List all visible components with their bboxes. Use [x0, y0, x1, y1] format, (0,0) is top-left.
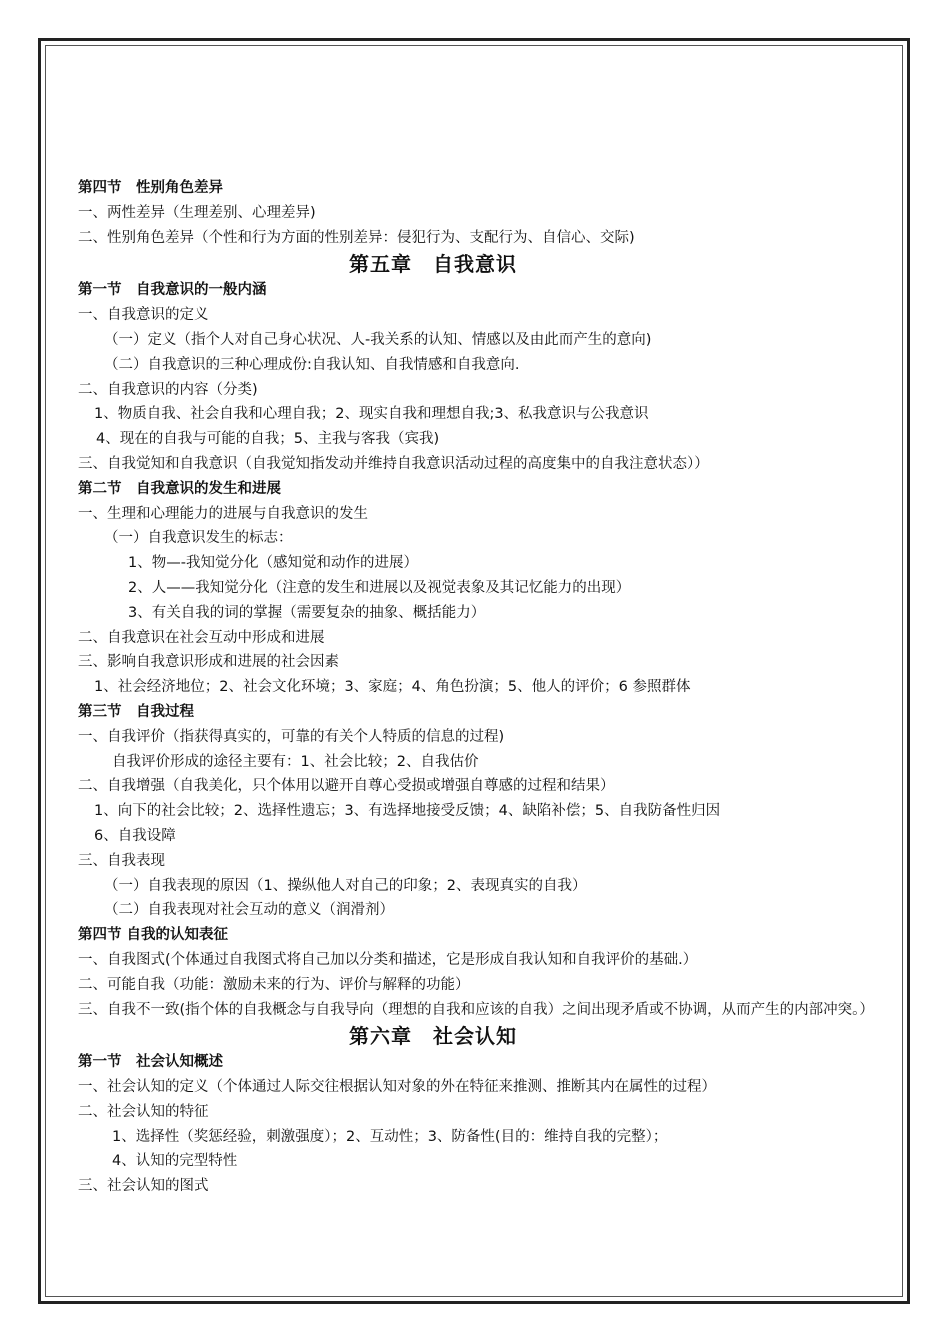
text-line: （二）自我意识的三种心理成份:自我认知、自我情感和自我意向.: [104, 356, 520, 373]
text-line: 二、性别角色差异（个性和行为方面的性别差异：侵犯行为、支配行为、自信心、交际): [78, 229, 635, 246]
text-line: 一、生理和心理能力的进展与自我意识的发生: [78, 505, 368, 522]
section-heading: 第四节 自我的认知表征: [78, 927, 229, 944]
text-line: 一、自我评价（指获得真实的，可靠的有关个人特质的信息的过程): [78, 728, 505, 745]
section-heading: 第三节 自我过程: [78, 703, 194, 720]
text-line: （一）自我表现的原因（1、操纵他人对自己的印象；2、表现真实的自我）: [104, 877, 587, 894]
text-line: 二、社会认知的特征: [78, 1103, 209, 1120]
text-line: 一、自我意识的定义: [78, 307, 209, 324]
text-line: 自我评价形成的途径主要有：1、社会比较；2、自我估价: [112, 753, 479, 770]
text-line: 三、影响自我意识形成和进展的社会因素: [78, 654, 339, 671]
text-line: 1、选择性（奖惩经验，刺激强度）；2、互动性；3、防备性(目的：维持自我的完整）；: [112, 1128, 668, 1145]
text-paragraph: 三、自我不一致(指个体的自我概念与自我导向（理想的自我和应该的自我）之间出现矛盾或不协调，从而产生的内部冲突。）: [78, 1001, 874, 1018]
text-line: 3、有关自我的词的掌握（需要复杂的抽象、概括能力）: [128, 604, 486, 621]
text-line: （二）自我表现对社会互动的意义（润滑剂）: [104, 902, 394, 919]
text-line: 一、社会认知的定义（个体通过人际交往根据认知对象的外在特征来推测、推断其内在属性的过程）: [78, 1079, 716, 1096]
text-line: 二、自我增强（自我美化，只个体用以避开自尊心受损或增强自尊感的过程和结果）: [78, 778, 615, 795]
text-line: 4、现在的自我与可能的自我；5、主我与客我（宾我): [96, 431, 440, 448]
chapter-title: 第六章 社会认知: [349, 1024, 517, 1049]
text-line: （一）定义（指个人对自己身心状况、人-我关系的认知、情感以及由此而产生的意向): [104, 331, 652, 348]
text-line: 1、物—-我知觉分化（感知觉和动作的进展）: [128, 555, 418, 572]
text-line: 二、自我意识在社会互动中形成和进展: [78, 629, 325, 646]
text-line: （一）自我意识发生的标志：: [104, 530, 293, 547]
text-line: 二、可能自我（功能：激励未来的行为、评价与解释的功能）: [78, 976, 470, 993]
section-heading: 第一节 社会认知概述: [78, 1054, 223, 1071]
text-line: 一、自我图式(个体通过自我图式将自己加以分类和描述，它是形成自我认知和自我评价的基础.）: [78, 951, 698, 968]
text-line: 4、认知的完型特性: [112, 1153, 238, 1170]
text-line: 2、人——我知觉分化（注意的发生和进展以及视觉表象及其记忆能力的出现）: [128, 579, 631, 596]
text-line: 1、社会经济地位；2、社会文化环境；3、家庭；4、角色扮演；5、他人的评价；6 参照群体: [94, 679, 691, 696]
text-line: 1、物质自我、社会自我和心理自我；2、现实自我和理想自我;3、私我意识与公我意识: [94, 406, 649, 423]
chapter-title: 第五章 自我意识: [349, 252, 517, 277]
text-line: 6、自我设障: [94, 827, 176, 844]
section-heading: 第四节 性别角色差异: [78, 180, 223, 196]
text-line: 二、自我意识的内容（分类): [78, 381, 258, 398]
section-heading: 第一节 自我意识的一般内涵: [78, 282, 267, 299]
text-line: 三、自我觉知和自我意识（自我觉知指发动并维持自我意识活动过程的高度集中的自我注意状态））: [78, 455, 709, 472]
text-line: 1、向下的社会比较；2、选择性遗忘；3、有选择地接受反馈；4、缺陷补偿；5、自我防备性归因: [94, 803, 721, 820]
document-body: [78, 176, 878, 1199]
text-line: 三、自我表现: [78, 852, 165, 869]
text-line: 三、社会认知的图式: [78, 1178, 209, 1195]
section-heading: 第二节 自我意识的发生和进展: [78, 480, 281, 497]
text-line: 一、两性差异（生理差别、心理差异): [78, 204, 316, 221]
